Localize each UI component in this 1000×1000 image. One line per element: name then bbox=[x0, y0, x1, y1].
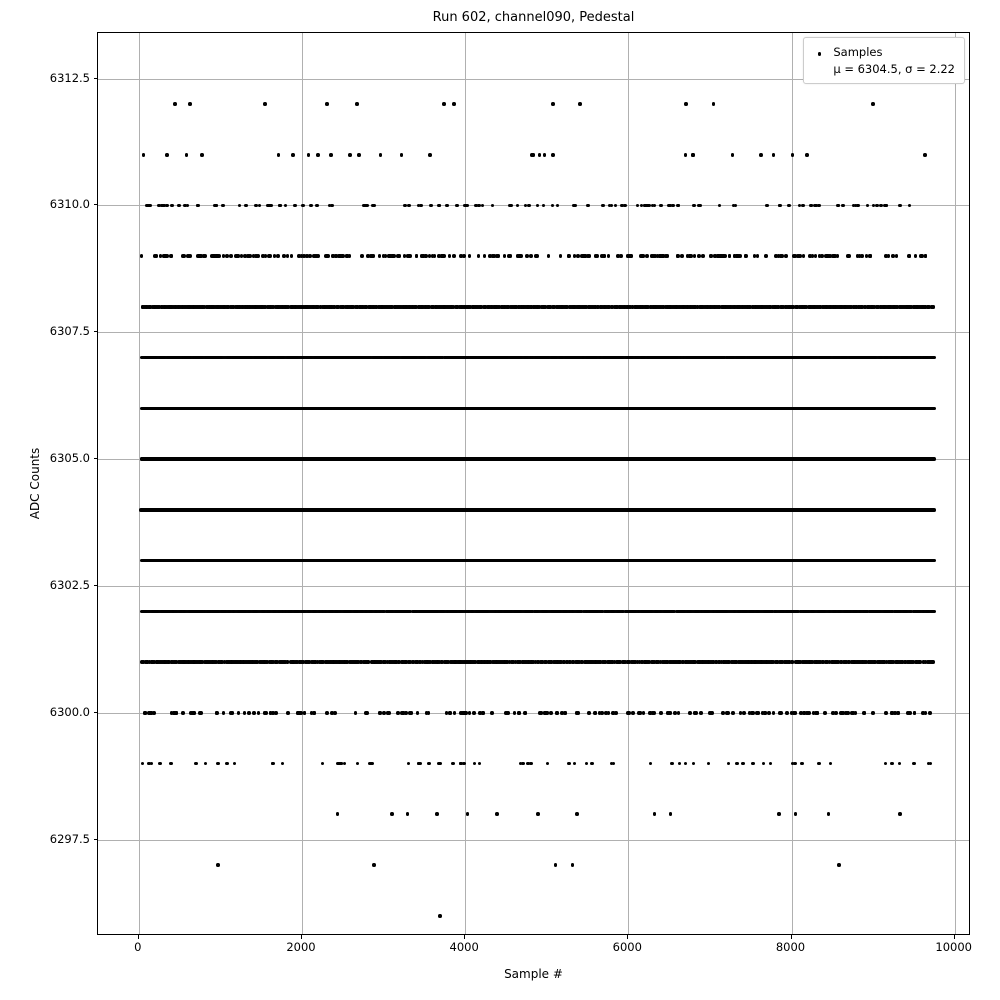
gridline-horizontal bbox=[98, 586, 969, 587]
y-tick-mark bbox=[94, 204, 98, 205]
legend bbox=[803, 37, 965, 84]
gridline-horizontal bbox=[98, 840, 969, 841]
x-tick-label: 8000 bbox=[775, 940, 806, 954]
x-tick-label: 10000 bbox=[935, 940, 972, 954]
y-tick-mark bbox=[94, 712, 98, 713]
gridline-vertical bbox=[465, 33, 466, 934]
y-tick-mark bbox=[94, 839, 98, 840]
plot-area bbox=[97, 32, 970, 935]
gridline-vertical bbox=[792, 33, 793, 934]
legend-item-stats bbox=[811, 61, 955, 78]
y-tick-mark bbox=[94, 585, 98, 586]
gridline-horizontal bbox=[98, 332, 969, 333]
y-tick-mark bbox=[94, 458, 98, 459]
x-tick-mark bbox=[954, 935, 955, 939]
y-tick-label: 6302.5 bbox=[49, 577, 90, 592]
x-tick-label: 4000 bbox=[449, 940, 479, 954]
x-tick-mark bbox=[138, 935, 139, 939]
y-tick-label: 6310.0 bbox=[49, 197, 90, 212]
y-tick-label: 6300.0 bbox=[49, 704, 90, 719]
y-tick-label: 6305.0 bbox=[49, 451, 90, 466]
y-tick-label: 6307.5 bbox=[49, 324, 90, 339]
x-tick-mark bbox=[791, 935, 792, 939]
x-axis-label: Sample # bbox=[504, 967, 563, 981]
gridline-vertical bbox=[955, 33, 956, 934]
legend-label-stats: μ = 6304.5, σ = 2.22 bbox=[833, 61, 955, 76]
gridline-vertical bbox=[628, 33, 629, 934]
legend-marker-icon bbox=[811, 44, 827, 61]
x-tick-label: 2000 bbox=[286, 940, 316, 954]
y-tick-label: 6312.5 bbox=[49, 70, 90, 85]
gridline-vertical bbox=[302, 33, 303, 934]
legend-label-samples: Samples bbox=[833, 45, 883, 59]
legend-item-samples bbox=[811, 44, 955, 61]
y-tick-label: 6297.5 bbox=[49, 831, 90, 846]
gridline-vertical bbox=[139, 33, 140, 934]
y-axis-label: ADC Counts bbox=[28, 447, 42, 520]
x-tick-mark bbox=[464, 935, 465, 939]
y-tick-mark bbox=[94, 331, 98, 332]
chart-title: Run 602, channel090, Pedestal bbox=[432, 10, 635, 25]
y-tick-mark bbox=[94, 78, 98, 79]
x-tick-mark bbox=[301, 935, 302, 939]
x-tick-label: 6000 bbox=[612, 940, 642, 954]
x-tick-label: 0 bbox=[134, 940, 142, 954]
x-tick-mark bbox=[627, 935, 628, 939]
